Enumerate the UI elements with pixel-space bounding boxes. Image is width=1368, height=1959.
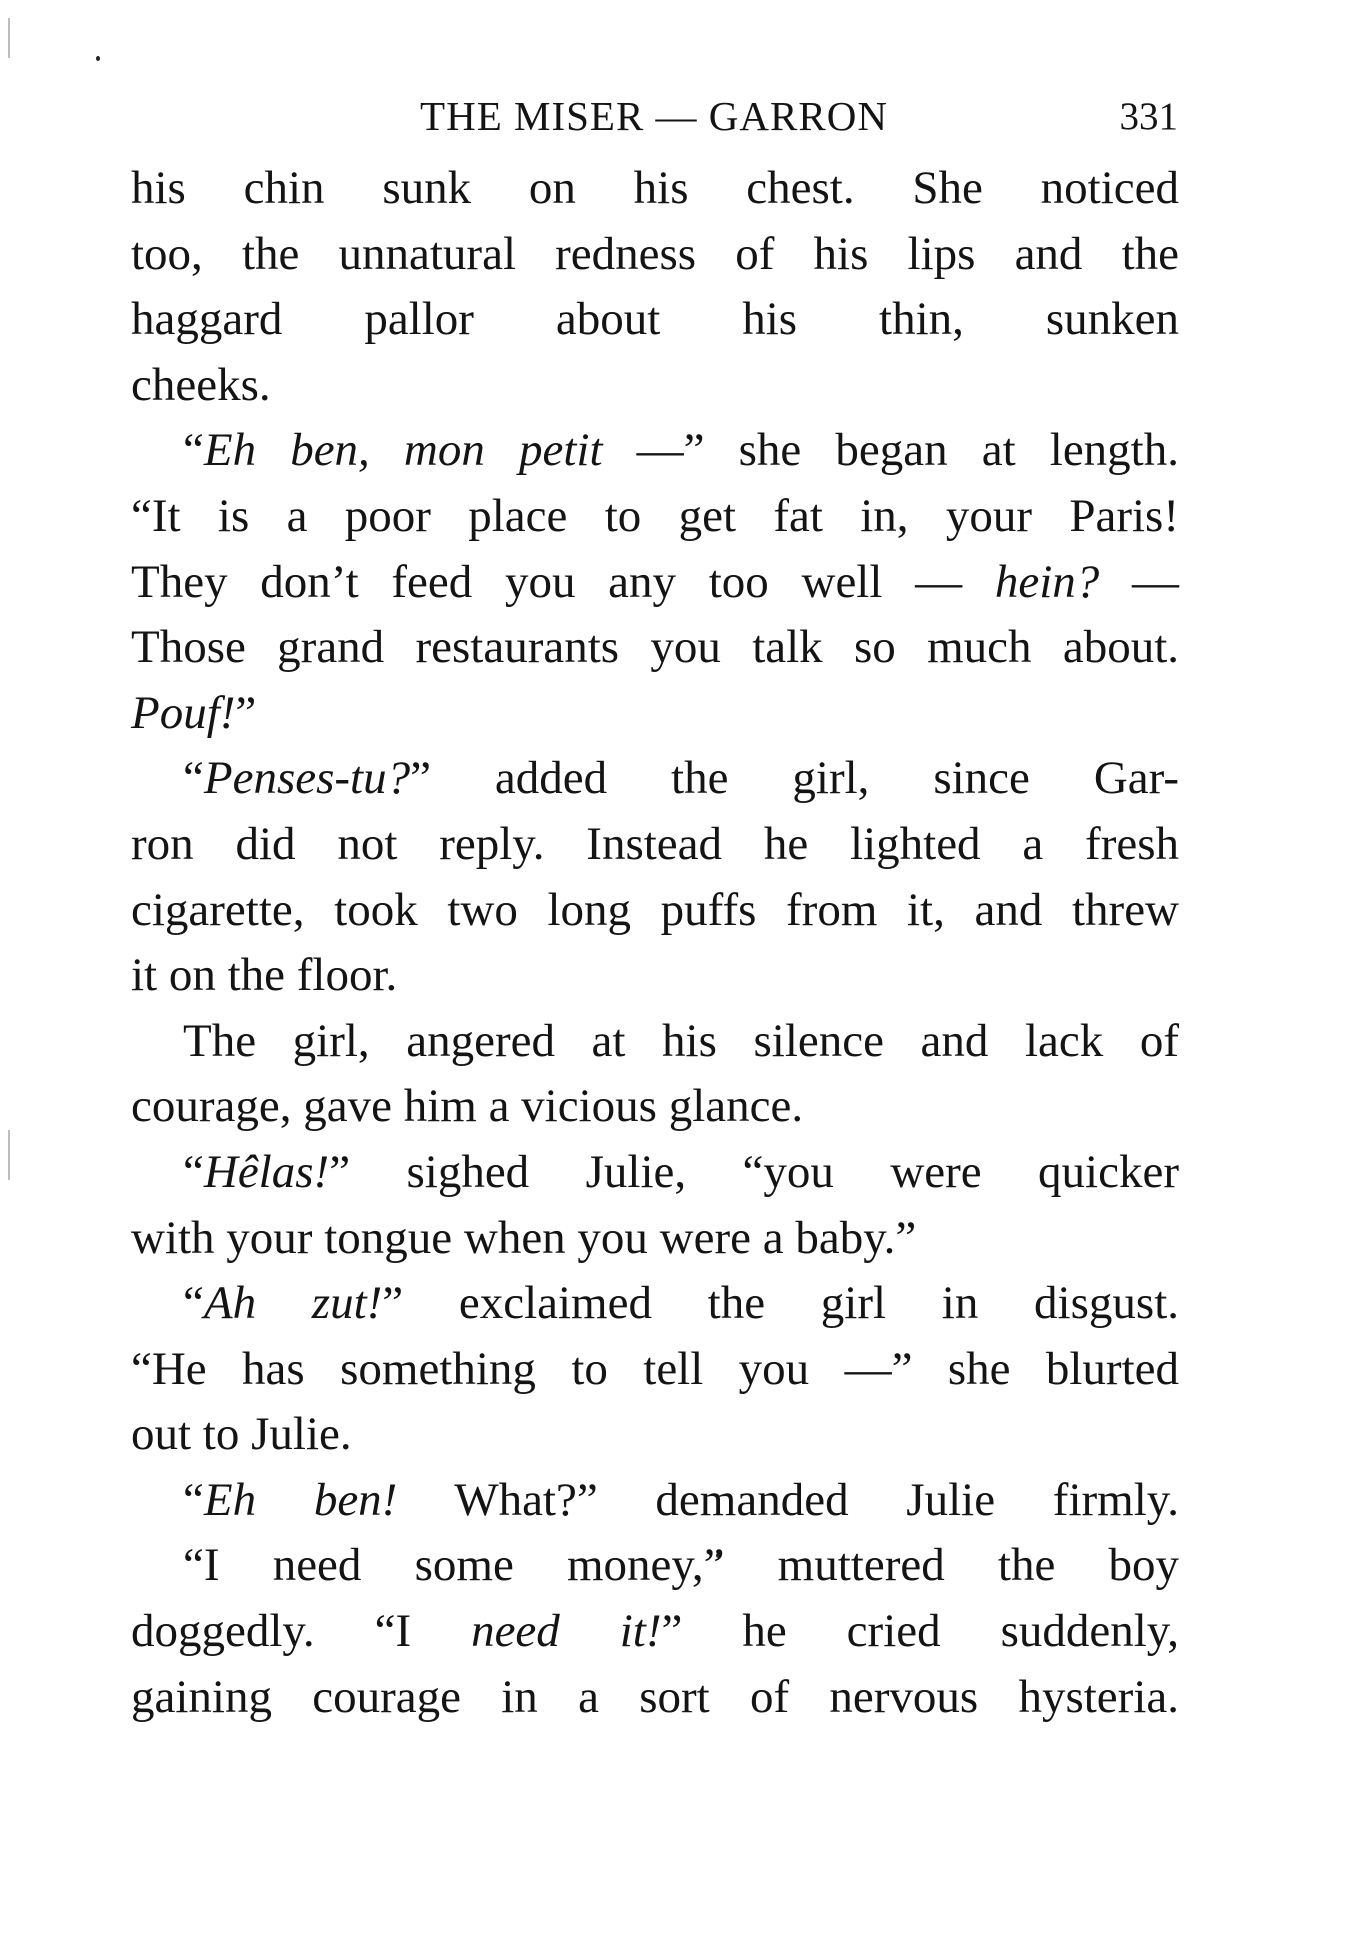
text-run: gaining courage in a sort of nervous hysteria. [131, 1670, 1179, 1723]
italic-text: Penses-tu? [203, 752, 411, 805]
text-line [131, 1665, 1179, 1731]
page-number: 331 [1119, 95, 1178, 138]
text-line [131, 287, 1179, 353]
text-line [131, 353, 1179, 419]
italic-text: hein? [994, 555, 1100, 608]
text-run: “I need some money,” muttered the boy [183, 1539, 1179, 1592]
text-run: it on the floor. [131, 949, 398, 1002]
text-line [131, 943, 1179, 1009]
text-line [131, 1337, 1179, 1403]
text-line [131, 1009, 1179, 1075]
text-run: “ [183, 1145, 204, 1198]
text-run: “ [183, 424, 204, 477]
text-run: ” added the girl, since Gar- [410, 752, 1179, 805]
text-line [131, 156, 1179, 222]
italic-text: Hêlas! [203, 1145, 330, 1198]
text-line [131, 1468, 1179, 1534]
italic-text: Eh ben! [203, 1473, 398, 1526]
text-run: “ [183, 752, 204, 805]
text-run: Those grand restaurants you talk so much about. [131, 621, 1179, 674]
text-line [131, 1402, 1179, 1468]
text-run: ” exclaimed the girl in disgust. [382, 1277, 1179, 1330]
text-run: They don’t feed you any too well — [131, 555, 995, 608]
text-run: ” he cried suddenly, [661, 1605, 1179, 1658]
text-line [131, 1599, 1179, 1665]
text-line [131, 222, 1179, 288]
text-line [131, 812, 1179, 878]
text-run: The girl, angered at his silence and lack of [183, 1014, 1179, 1067]
text-run: too, the unnatural redness of his lips and the [131, 227, 1179, 280]
text-line [131, 746, 1179, 812]
text-line [131, 681, 1179, 747]
page-edge-mark [8, 18, 10, 58]
text-run: ” [235, 686, 257, 739]
text-run: —” she began at length. [602, 424, 1179, 477]
italic-text: Ah zut! [203, 1277, 383, 1330]
text-run: doggedly. “I [131, 1605, 472, 1658]
text-run: haggard pallor about his thin, sunken [131, 293, 1179, 346]
body-text [131, 156, 1179, 1730]
text-run: out to Julie. [131, 1408, 352, 1461]
text-line [131, 1074, 1179, 1140]
text-line [131, 1206, 1179, 1272]
text-run: “It is a poor place to get fat in, your Paris! [131, 489, 1179, 542]
text-run: courage, gave him a vicious glance. [131, 1080, 804, 1133]
ink-speck [96, 56, 100, 61]
text-run: “ [183, 1277, 204, 1330]
text-run: cigarette, took two long puffs from it, and threw [131, 883, 1179, 936]
text-run: with your tongue when you were a baby.” [131, 1211, 917, 1264]
text-run: ” sighed Julie, “you were quicker [329, 1145, 1179, 1198]
text-line [131, 550, 1179, 616]
text-run: — [1099, 555, 1179, 608]
text-line [131, 418, 1179, 484]
text-run: ron did not reply. Instead he lighted a fresh [131, 817, 1179, 870]
text-run: cheeks. [131, 358, 271, 411]
text-run: What?” demanded Julie firmly. [397, 1473, 1179, 1526]
italic-text: Eh ben, mon petit [203, 424, 603, 477]
text-line [131, 1533, 1179, 1599]
text-line [131, 878, 1179, 944]
italic-text: need it! [471, 1605, 662, 1658]
text-line [131, 615, 1179, 681]
page-edge-mark [8, 1130, 10, 1180]
text-line [131, 1271, 1179, 1337]
text-run: “He has something to tell you —” she blurted [131, 1342, 1179, 1395]
text-run: “ [183, 1473, 204, 1526]
text-run: his chin sunk on his chest. She noticed [131, 162, 1179, 214]
running-head-title: THE MISER — GARRON [420, 93, 888, 139]
text-line [131, 1140, 1179, 1206]
text-line [131, 484, 1179, 550]
running-head [130, 92, 1178, 152]
italic-text: Pouf! [131, 686, 236, 739]
